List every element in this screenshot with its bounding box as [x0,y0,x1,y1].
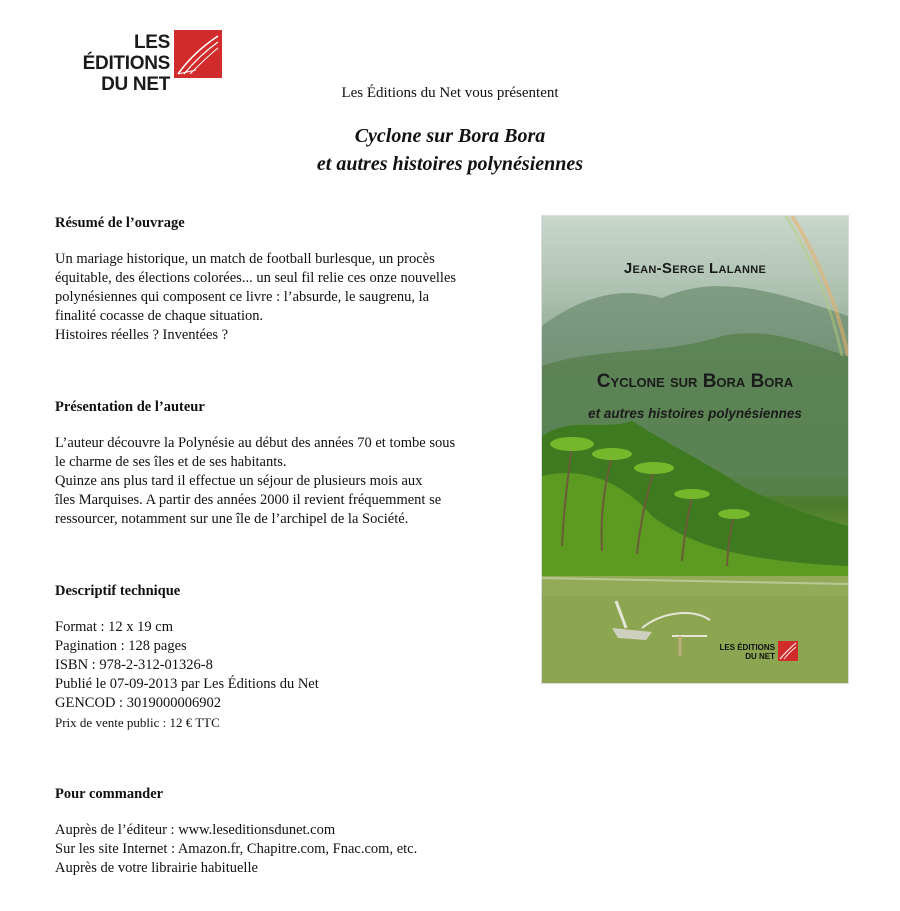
order-heading: Pour commander [55,786,164,802]
author-line: ressourcer, notamment sur une île de l’archipel de la Société. [55,511,409,527]
publisher-logo [44,30,224,95]
published-text: Publié le 07-09-2013 par Les Éditions du Net [55,676,319,692]
quill-logo-icon [174,30,222,78]
order-section [55,785,511,878]
book-cover [541,215,849,684]
cover-title: Cyclone sur Bora Bora [596,371,794,392]
order-publisher: Auprès de l’éditeur : www.leseditionsdunet.com [55,822,336,838]
order-online: Sur les site Internet : Amazon.fr, Chapitre.com, Fnac.com, etc. [55,841,418,857]
order-bookstore: Auprès de votre librairie habituelle [55,860,258,876]
cover-quill-logo-icon [778,641,798,661]
author-paragraph [55,434,511,529]
book-title [0,122,900,178]
cover-subtitle: et autres histoires polynésiennes [588,406,802,421]
publisher-logo-line1: LES ÉDITIONS [82,32,170,74]
gencod-text: GENCOD : 3019000006902 [55,695,221,711]
cover-publisher-logo [707,641,807,663]
cover-logo-line2: DU NET [745,652,775,661]
publisher-logo-line2: DU NET [101,74,170,95]
technical-heading: Descriptif technique [55,583,181,599]
author-line: L’auteur découvre la Polynésie au début des années 70 et tombe sous [55,435,456,451]
cover-author: Jean-Serge Lalanne [623,260,767,277]
author-section [55,398,511,529]
summary-paragraph [55,250,511,345]
pagination-text: Pagination : 128 pages [55,638,187,654]
cover-logo-line1: LES ÉDITIONS [719,643,775,652]
book-title-line2: et autres histoires polynésiennes [316,153,584,175]
summary-line: équitable, des élections colorées... un seul fil relie ces onze nouvelles [55,270,457,286]
book-title-line1: Cyclone sur Bora Bora [354,125,546,147]
summary-section [55,214,511,345]
isbn-text: ISBN : 978-2-312-01326-8 [55,657,213,673]
summary-line: finalité cocasse de chaque situation. [55,308,264,324]
author-heading: Présentation de l’auteur [55,399,205,415]
intro-text: Les Éditions du Net vous présentent [341,85,559,101]
author-line: le charme de ses îles et de ses habitants. [55,454,287,470]
cover-landscape [542,216,848,683]
technical-section [55,582,511,732]
summary-question: Histoires réelles ? Inventées ? [55,327,229,343]
format-text: Format : 12 x 19 cm [55,619,174,635]
author-line: îles Marquises. A partir des années 2000 il revient fréquemment se [55,492,442,508]
summary-heading: Résumé de l’ouvrage [55,215,185,231]
summary-line: Un mariage historique, un match de football burlesque, un procès [55,251,435,267]
author-line: Quinze ans plus tard il effectue un séjour de plusieurs mois aux [55,473,423,489]
summary-line: polynésiennes qui composent ce livre : l’absurde, le saugrenu, la [55,289,430,305]
price-text: Prix de vente public : 12 € TTC [55,715,220,730]
